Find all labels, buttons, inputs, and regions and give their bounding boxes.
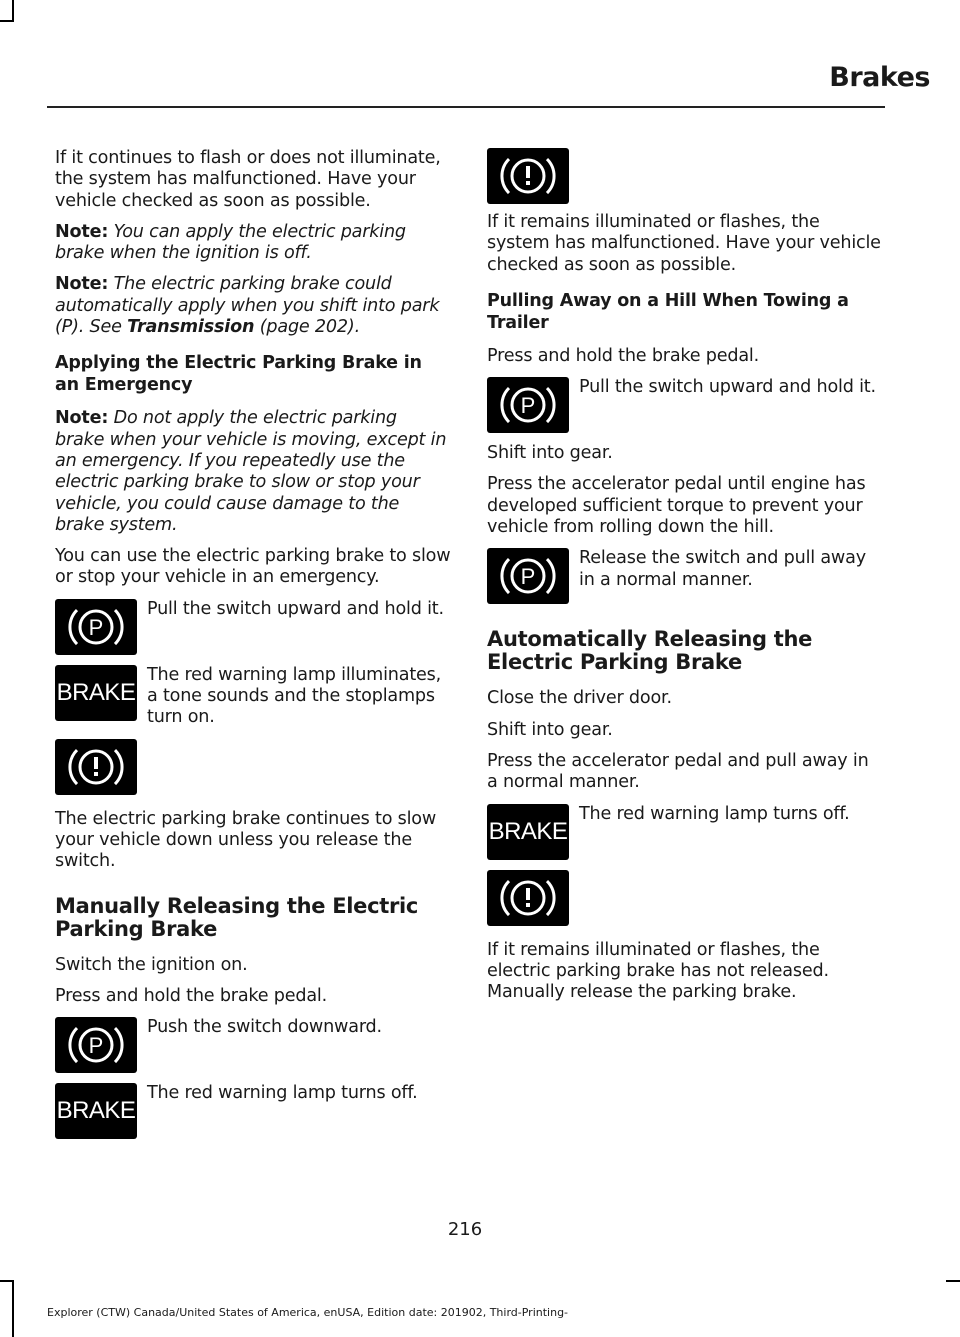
paragraph: Press and hold the brake pedal. bbox=[55, 985, 328, 1006]
crop-mark bbox=[0, 20, 14, 22]
parking-brake-icon bbox=[55, 1017, 137, 1073]
note-text: You can apply the electric parking brake when the ignition is off. bbox=[55, 221, 406, 264]
brake-system-warning-icon bbox=[487, 148, 569, 204]
step-text: The red warning lamp turns off. bbox=[579, 803, 850, 824]
parking-brake-icon bbox=[55, 599, 137, 655]
paragraph: If it remains illuminated or flashes, the system has malfunctioned. Have your vehicle checked as soon as possible. bbox=[487, 212, 881, 275]
parking-brake-icon bbox=[487, 548, 569, 604]
brake-label: BRAKE bbox=[56, 1097, 136, 1125]
crop-mark bbox=[946, 1280, 960, 1282]
crop-mark bbox=[0, 1280, 14, 1282]
brake-system-warning-icon bbox=[55, 739, 137, 795]
section-heading: Pulling Away on a Hill When Towing a Trailer bbox=[487, 290, 849, 333]
instruction-step bbox=[55, 1083, 451, 1141]
brake-label: BRAKE bbox=[56, 678, 136, 706]
paragraph: If it continues to flash or does not illuminate, the system has malfunctioned. Have your vehicle checked as soon as possible. bbox=[55, 148, 441, 211]
note-label: Note: bbox=[55, 408, 109, 429]
edition-footer: Explorer (CTW) Canada/United States of America, enUSA, Edition date: 201902, Third-Printing- bbox=[47, 1306, 569, 1319]
title-divider bbox=[47, 106, 885, 108]
section-heading: Applying the Electric Parking Brake in an Emergency bbox=[55, 353, 422, 396]
page-title: Brakes bbox=[829, 62, 930, 93]
brake-warning-icon bbox=[487, 804, 569, 860]
paragraph: Press and hold the brake pedal. bbox=[487, 345, 760, 366]
section-heading: Automatically Releasing the Electric Parking Brake bbox=[487, 627, 813, 675]
paragraph: Close the driver door. bbox=[487, 688, 672, 709]
paragraph: Shift into gear. bbox=[487, 719, 613, 740]
svg-text:P: P bbox=[520, 393, 536, 419]
paragraph: Press the accelerator pedal and pull away in a normal manner. bbox=[487, 750, 869, 793]
svg-text:P: P bbox=[520, 564, 536, 590]
paragraph: Shift into gear. bbox=[487, 443, 613, 464]
note bbox=[55, 222, 451, 265]
paragraph: Switch the ignition on. bbox=[55, 954, 248, 975]
cross-reference-link[interactable]: Transmission bbox=[127, 317, 255, 338]
note bbox=[55, 274, 451, 338]
page-number: 216 bbox=[447, 1219, 483, 1240]
parking-brake-icon bbox=[487, 377, 569, 433]
note-label: Note: bbox=[55, 221, 109, 242]
step-text: Pull the switch upward and hold it. bbox=[579, 377, 876, 398]
brake-warning-icon bbox=[55, 665, 137, 721]
brake-warning-icon bbox=[55, 1083, 137, 1139]
crop-mark bbox=[12, 0, 14, 22]
instruction-step bbox=[55, 1017, 451, 1075]
brake-label: BRAKE bbox=[488, 817, 568, 845]
section-heading: Manually Releasing the Electric Parking Brake bbox=[55, 893, 419, 941]
note-text: Do not apply the electric parking brake when your vehicle is moving, except in an emergency. If you repeatedly use the electric parking brake to slow or stop your vehicle, you could cause damage to the brake system. bbox=[55, 408, 447, 535]
page-reference: (page 202). bbox=[259, 317, 360, 338]
instruction-step bbox=[55, 599, 451, 657]
step-text: Release the switch and pull away in a normal manner. bbox=[579, 548, 866, 590]
note-label: Note: bbox=[55, 274, 109, 295]
step-text: Push the switch downward. bbox=[147, 1017, 382, 1038]
svg-text:P: P bbox=[88, 1033, 104, 1059]
step-text: The red warning lamp illuminates, a tone sounds and the stoplamps turn on. bbox=[147, 664, 442, 728]
paragraph: Press the accelerator pedal until engine has developed sufficient torque to prevent your vehicle from rolling down the hill. bbox=[487, 474, 866, 538]
brake-system-warning-icon bbox=[487, 870, 569, 926]
instruction-step bbox=[487, 377, 883, 435]
instruction-step bbox=[487, 548, 883, 606]
paragraph: You can use the electric parking brake to slow or stop your vehicle in an emergency. bbox=[55, 546, 451, 588]
svg-text:P: P bbox=[88, 614, 104, 640]
instruction-step bbox=[55, 665, 451, 729]
right-column bbox=[487, 148, 883, 1013]
crop-mark bbox=[12, 1280, 14, 1337]
left-column bbox=[55, 148, 451, 1149]
step-text: Pull the switch upward and hold it. bbox=[147, 598, 444, 619]
instruction-step bbox=[487, 804, 883, 862]
step-text: The red warning lamp turns off. bbox=[147, 1083, 418, 1104]
note-text: The electric parking brake could automatically apply when you shift into park (P). See bbox=[55, 274, 440, 338]
paragraph: If it remains illuminated or flashes, the electric parking brake has not released. Manually release the parking brake. bbox=[487, 939, 829, 1003]
note bbox=[55, 408, 451, 536]
paragraph: The electric parking brake continues to slow your vehicle down unless you release the switch. bbox=[55, 808, 437, 872]
